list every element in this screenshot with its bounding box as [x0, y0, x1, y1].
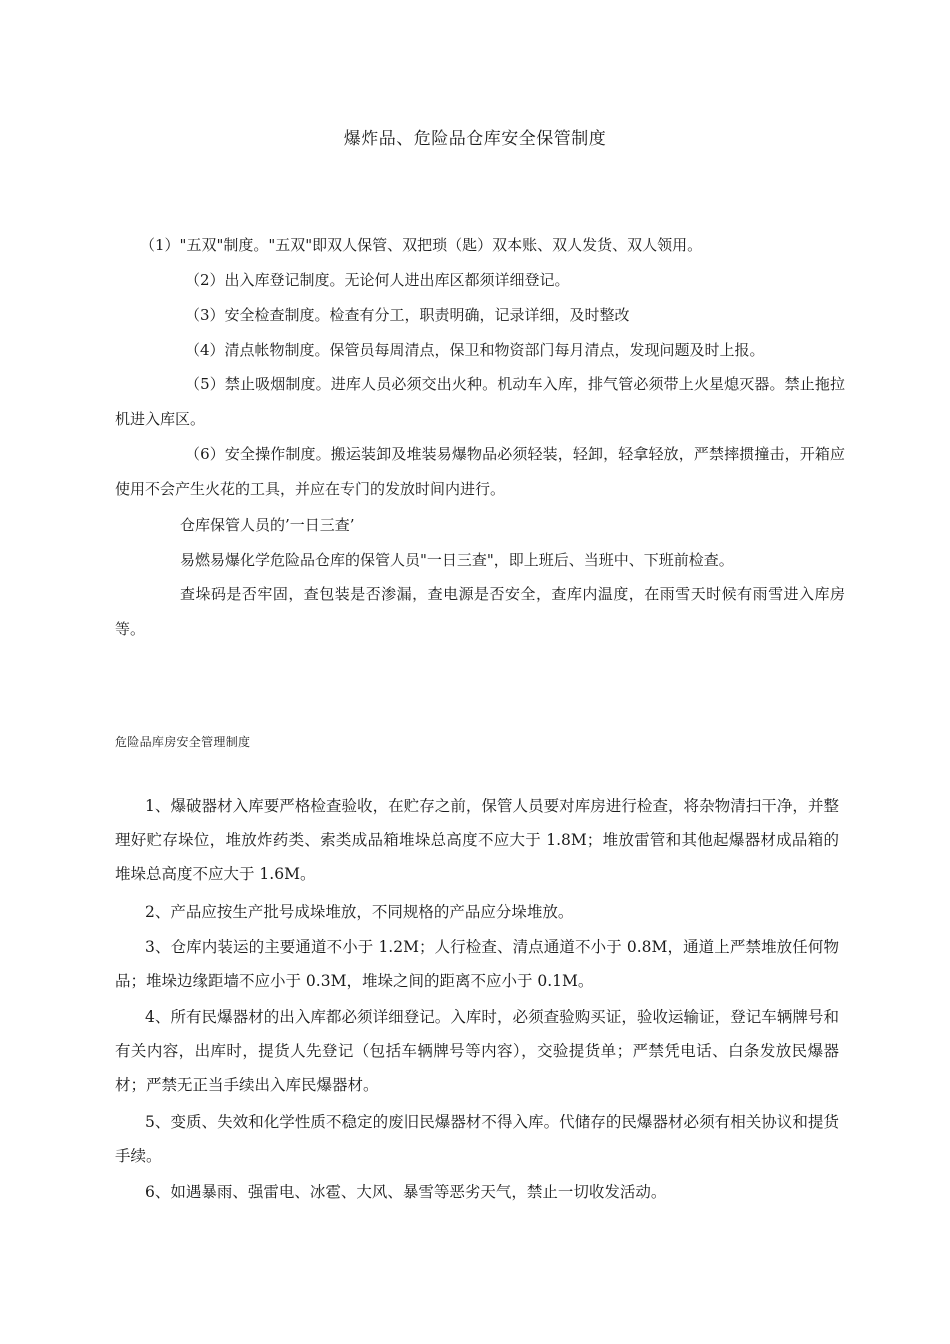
mgmt-item-5: 5、变质、失效和化学性质不稳定的废旧民爆器材不得入库。代储存的民爆器材必须有相关协议和提货手续。	[115, 1113, 839, 1165]
mgmt-item-3: 3、仓库内装运的主要通道不小于 1.2M；人行检查、清点通道不小于 0.8M，通道上严禁堆放任何物品；堆垛边缘距墙不应小于 0.3M，堆垛之间的距离不应小于 0.1M。	[115, 938, 839, 990]
daily-check-items: 查垛码是否牢固，查包装是否渗漏，查电源是否安全，查库内温度，在雨雪天时候有雨雪进入库房等。	[115, 585, 845, 638]
rule-item-5: （5）禁止吸烟制度。进库人员必须交出火种。机动车入库，排气管必须带上火星熄灭器。禁止拖拉机进入库区。	[115, 375, 845, 428]
daily-check-desc: 易燃易爆化学危险品仓库的保管人员"一日三查"，即上班后、当班中、下班前检查。	[180, 551, 734, 569]
daily-check-heading: 仓库保管人员的’一日三查’	[180, 516, 355, 534]
mgmt-item-2: 2、产品应按生产批号成垛堆放，不同规格的产品应分垛堆放。	[145, 903, 574, 921]
mgmt-item-4: 4、所有民爆器材的出入库都必须详细登记。入库时，必须查验购买证，验收运输证，登记车辆牌号和有关内容，出库时，提货人先登记（包括车辆牌号等内容），交验提货单；严禁凭电话、白条发放民爆器材；严禁无正当手续出入库民爆器材。	[115, 1008, 839, 1094]
rule-item-3: （3）安全检查制度。检查有分工，职责明确，记录详细，及时整改	[185, 306, 630, 324]
rule-item-2: （2）出入库登记制度。无论何人进出库区都须详细登记。	[185, 271, 570, 289]
page-title: 爆炸品、危险品仓库安全保管制度	[343, 129, 607, 149]
mgmt-item-1: 1、爆破器材入库要严格检查验收，在贮存之前，保管人员要对库房进行检查，将杂物清扫干净，并整理好贮存垛位，堆放炸药类、索类成品箱堆垛总高度不应大于 1.8M；堆放雷管和其他起爆器材成品箱的堆垛总高度不应大于 1.6M。	[115, 797, 839, 883]
rule-item-1: （1）"五双"制度。"五双"即双人保管、双把琐（匙）双本账、双人发货、双人领用。	[140, 236, 703, 254]
rule-item-4: （4）清点帐物制度。保管员每周清点，保卫和物资部门每月清点，发现问题及时上报。	[185, 341, 765, 359]
section-subtitle: 危险品库房安全管理制度	[115, 735, 251, 749]
mgmt-item-6: 6、如遇暴雨、强雷电、冰雹、大风、暴雪等恶劣天气，禁止一切收发活动。	[145, 1183, 667, 1201]
rule-item-6: （6）安全操作制度。搬运装卸及堆装易爆物品必须轻装，轻卸，轻拿轻放，严禁摔掼撞击，开箱应使用不会产生火花的工具，并应在专门的发放时间内进行。	[115, 445, 845, 498]
